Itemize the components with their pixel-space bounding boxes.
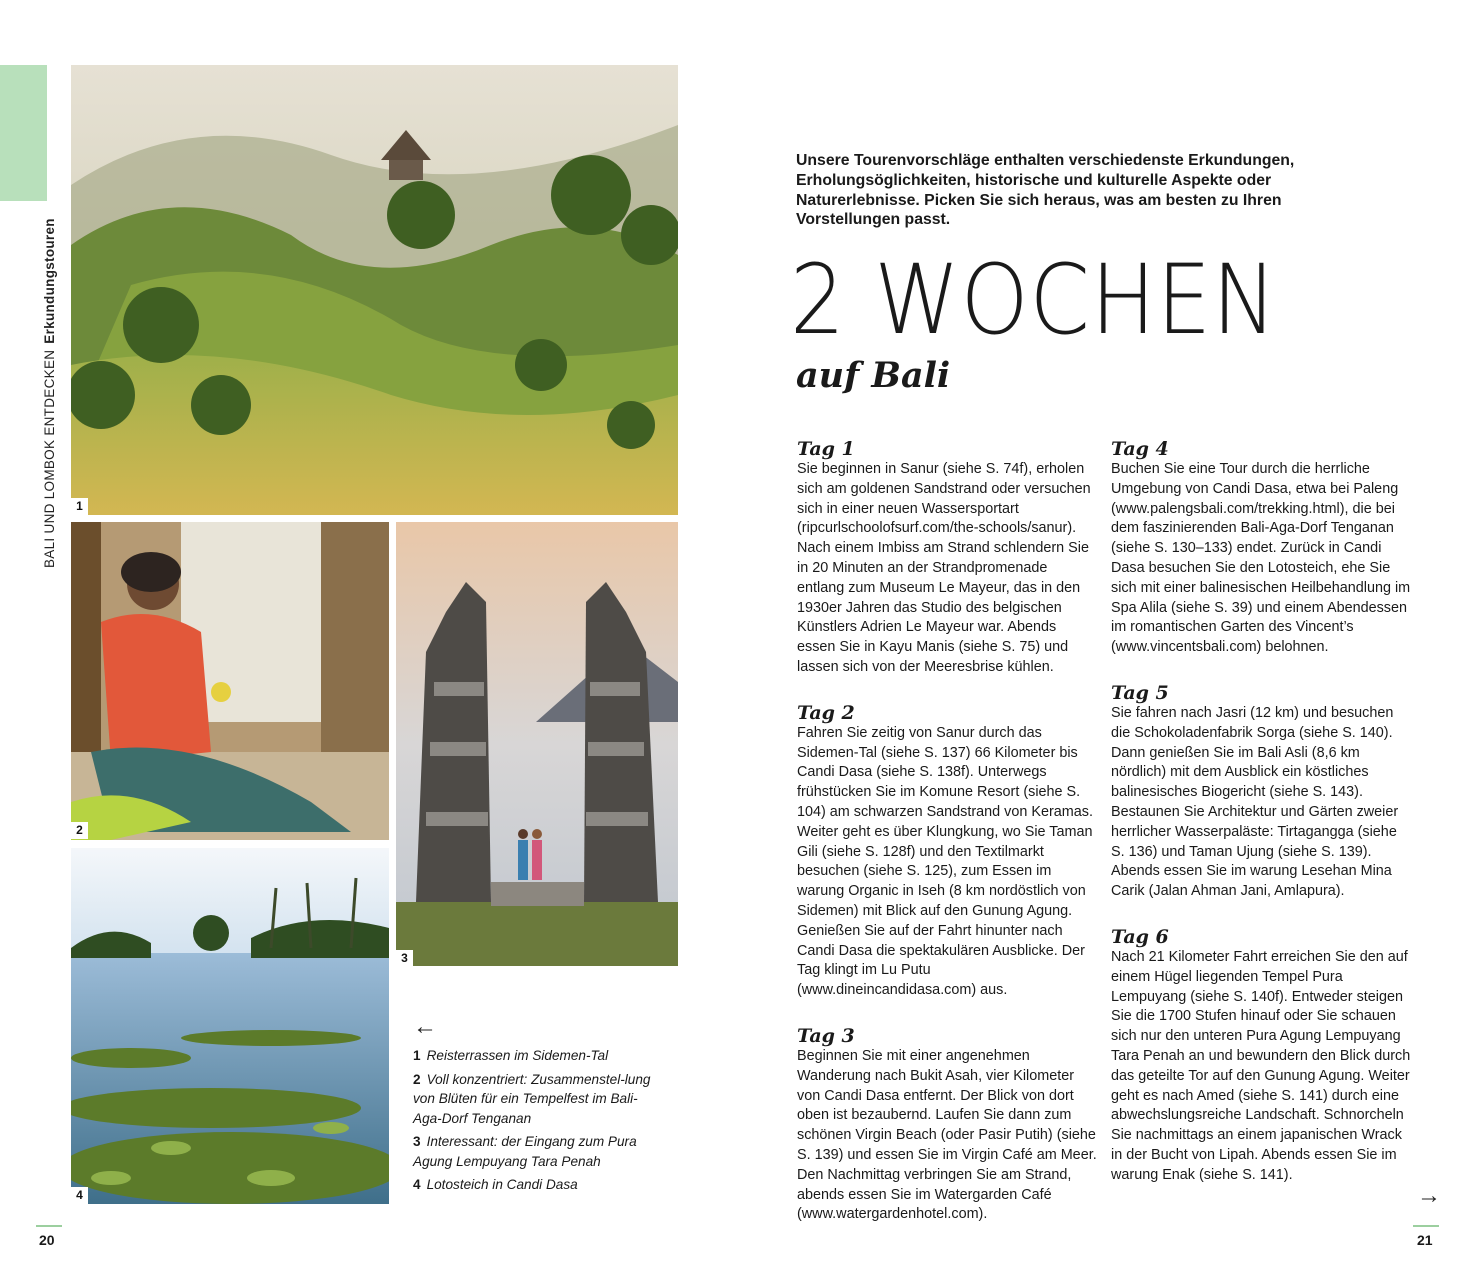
day-heading: Tag 1: [797, 438, 855, 460]
section-label: Erkundungstouren: [42, 218, 57, 344]
day-block: [1111, 438, 1411, 658]
itinerary-column-left: [797, 438, 1097, 1249]
day-heading: Tag 4: [1111, 438, 1169, 460]
photo-woman-flowers: [71, 522, 389, 840]
photo-number-4: 4: [71, 1187, 88, 1204]
caption-item: 4 Lotosteich in Candi Dasa: [413, 1177, 578, 1192]
page-number-right: 21: [1417, 1232, 1433, 1248]
caption-item: 2 Voll konzentriert: Zusammenstel-lung von Blüten für ein Tempelfest im Bali-Aga-Dorf Tenganan: [413, 1071, 651, 1126]
caption-item: 3 Interessant: der Eingang zum Pura Agung Lempuyang Tara Penah: [413, 1134, 637, 1169]
day-heading: Tag 2: [797, 701, 855, 724]
section-color-tab: [0, 65, 47, 201]
caption-item: 1 Reisterrassen im Sidemen-Tal: [413, 1048, 609, 1063]
day-heading: Tag 6: [1111, 925, 1169, 948]
photo-number-3: 3: [396, 950, 413, 967]
section-side-label: [42, 218, 57, 568]
page-rule-right: [1413, 1225, 1439, 1227]
day-text: Nach 21 Kilometer Fahrt erreichen Sie den auf einem Hügel liegenden Tempel Pura Lempuyang (siehe S. 140f). Entweder steigen Sie die 1700 Stufen hinauf oder Sie schauen sich nur den unteren Pura Agung Lempuyang Tara Penah an und bewundern den Blick durch das geteilte Tor auf den Gunung Agung. Weiter geht es nach Amed (siehe S. 141) durch eine abwechslungsreiche Landschaft. Schnorcheln Sie nachmittags an einem japanischen Wrack in der Bucht von Lipah. Abends essen Sie im warung Enak (siehe S. 141).: [1111, 948, 1411, 1183]
day-heading: Tag 5: [1111, 681, 1169, 704]
day-text: Fahren Sie zeitig von Sanur durch das Sidemen-Tal (siehe S. 137) 66 Kilometer bis Candi Dasa (siehe S. 138f). Unterwegs frühstücken Sie im Komune Resort (siehe S. 104) am schwarzen Sandstrand von Keramas. Weiter geht es über Klungkung, wo Sie Taman Gili (siehe S. 128f) und den Textilmarkt besuchen (siehe S. 125), zum Essen im warung Organic in Iseh (8 km nordöstlich von Sidemen) mit Blick auf den Gunung Agung. Genießen Sie auf der Fahrt hinunter nach Candi Dasa die spektakulären Ausblicke. Der Tag klingt im Lu Putu (www.dineincandidasa.com) aus.: [797, 724, 1093, 999]
page-subtitle: auf Bali: [796, 355, 951, 396]
day-text: Sie beginnen in Sanur (siehe S. 74f), erholen sich am goldenen Sandstrand oder versuchen sich in einer neuen Wassersportart (ripcurlschoolofsurf.com/the-schools/sanur). Nach einem Imbiss am Strand schlendern Sie in 20 Minuten an der Strandpromenade entlang zum Museum Le Mayeur, das in den 1930er Jahren das Studio des belgischen Künstlers Adrien Le Mayeur war. Abends essen Sie in Kayu Manis (siehe S. 75) und lassen sich von der Meeresbrise kühlen.: [797, 461, 1091, 675]
next-page-arrow-icon[interactable]: →: [1417, 1182, 1441, 1209]
day-text: Beginnen Sie mit einer angenehmen Wanderung nach Bukit Asah, vier Kilometer von Candi Dasa entfernt. Der Blick von dort oben ist bezaubernd. Laufen Sie dann zum schönen Virgin Beach (oder Pasir Putih) (siehe S. 139) und essen Sie im Virgin Café am Meer. Den Nachmittag verbringen Sie am Strand, abends essen Sie im Watergarden Café (www.watergardenhotel.com).: [797, 1047, 1097, 1223]
photo-rice-terraces: [71, 65, 678, 515]
day-block: [1111, 682, 1411, 902]
intro-text: Unsere Tourenvorschläge enthalten verschiedenste Erkundungen, Erholungsöglichkeiten, historische und kulturelle Aspekte oder Naturerlebnisse. Picken Sie sich heraus, was am besten zu Ihren Vorstellungen passt.: [796, 152, 1295, 229]
photo-lotus-pond: [71, 848, 389, 1204]
day-text: Buchen Sie eine Tour durch die herrliche Umgebung von Candi Dasa, etwa bei Paleng (www.palengsbali.com/trekking.html), die bei dem faszinierenden Bali-Aga-Dorf Tenganan (siehe S. 130–133) endet. Zurück in Candi Dasa besuchen Sie den Lotosteich, ehe Sie sich mit einer balinesischen Heilbehandlung im Spa Alila (siehe S. 39) und einem Abendessen im romantischen Garten des Vincent’s (www.vincentsbali.com) belohnen.: [1111, 461, 1411, 656]
series-label: BALI UND LOMBOK ENTDECKEN: [42, 349, 57, 568]
day-block: [797, 1025, 1097, 1225]
photo-number-1: 1: [71, 498, 88, 515]
day-block: [797, 702, 1097, 1001]
day-text: Sie fahren nach Jasri (12 km) und besuchen die Schokoladenfabrik Sorga (siehe S. 140). Dann genießen Sie im Bali Asli (8,6 km nördlich) mit dem Ausblick ein köstliches balinesisches Biogericht (siehe S. 143). Bestaunen Sie Architektur und Gärten zweier herrlicher Wasserpaläste: Tirtagangga (siehe S. 136) und Taman Ujung (siehe S. 139). Abends essen Sie im warung Lesehan Mina Carik (Jalan Ahman Jani, Amlapura).: [1111, 704, 1399, 900]
day-heading: Tag 3: [797, 1024, 855, 1047]
caption-arrow-left-icon: ←: [413, 1013, 437, 1040]
itinerary-column-right: [1111, 438, 1411, 1210]
photo-temple-gate: [396, 522, 678, 966]
day-block: [797, 438, 1097, 678]
page-rule-left: [36, 1225, 62, 1227]
photo-number-2: 2: [71, 822, 88, 839]
day-block: [1111, 926, 1411, 1186]
page-number-left: 20: [39, 1232, 55, 1248]
page-title: 2 WOCHEN: [790, 244, 1278, 356]
photo-captions: [413, 1046, 653, 1199]
